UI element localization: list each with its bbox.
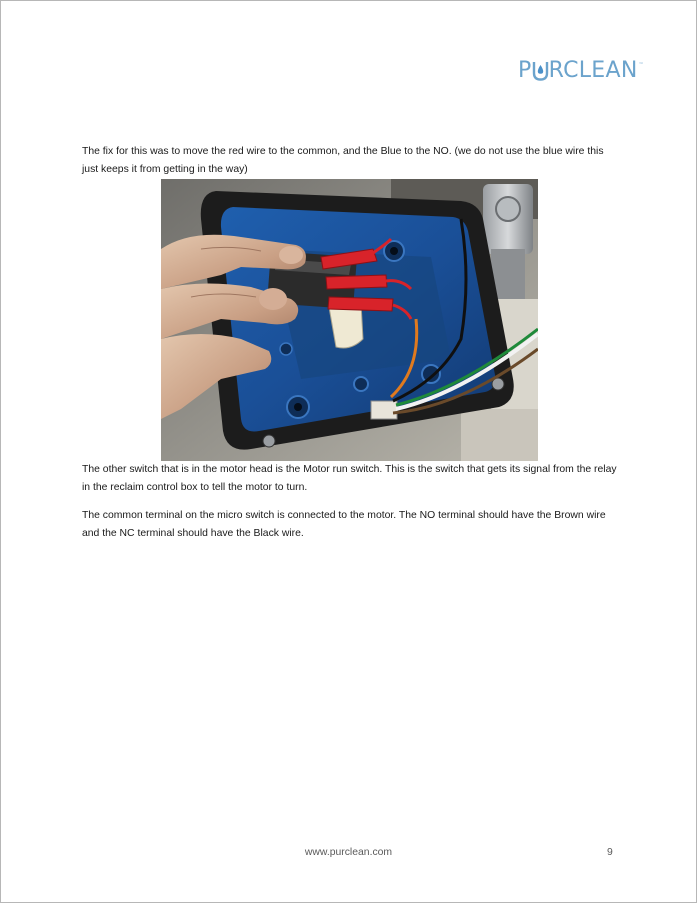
footer-website: www.purclean.com [304,847,393,858]
logo-droplet-u-icon [532,58,549,84]
logo-text-prefix: P [518,58,532,83]
logo-text-suffix: RCLEAN [548,58,638,83]
logo-trademark: ™ [638,62,644,68]
page-number: 9 [607,847,613,858]
paragraph-motor-run-switch: The other switch that is in the motor head is the Motor run switch. This is the switch that gets its signal from the relay in the reclaim control box to tell the motor to turn. [82,464,617,493]
purclean-logo [518,58,644,84]
micro-switch-photo [161,179,538,461]
paragraph-wire-fix: The fix for this was to move the red wire to the common, and the Blue to the NO. (we do not use the blue wire this just keeps it from getting in the way) [82,146,604,175]
paragraph-common-terminal: The common terminal on the micro switch is connected to the motor. The NO terminal should have the Brown wire and the NC terminal should have the Black wire. [82,510,606,539]
